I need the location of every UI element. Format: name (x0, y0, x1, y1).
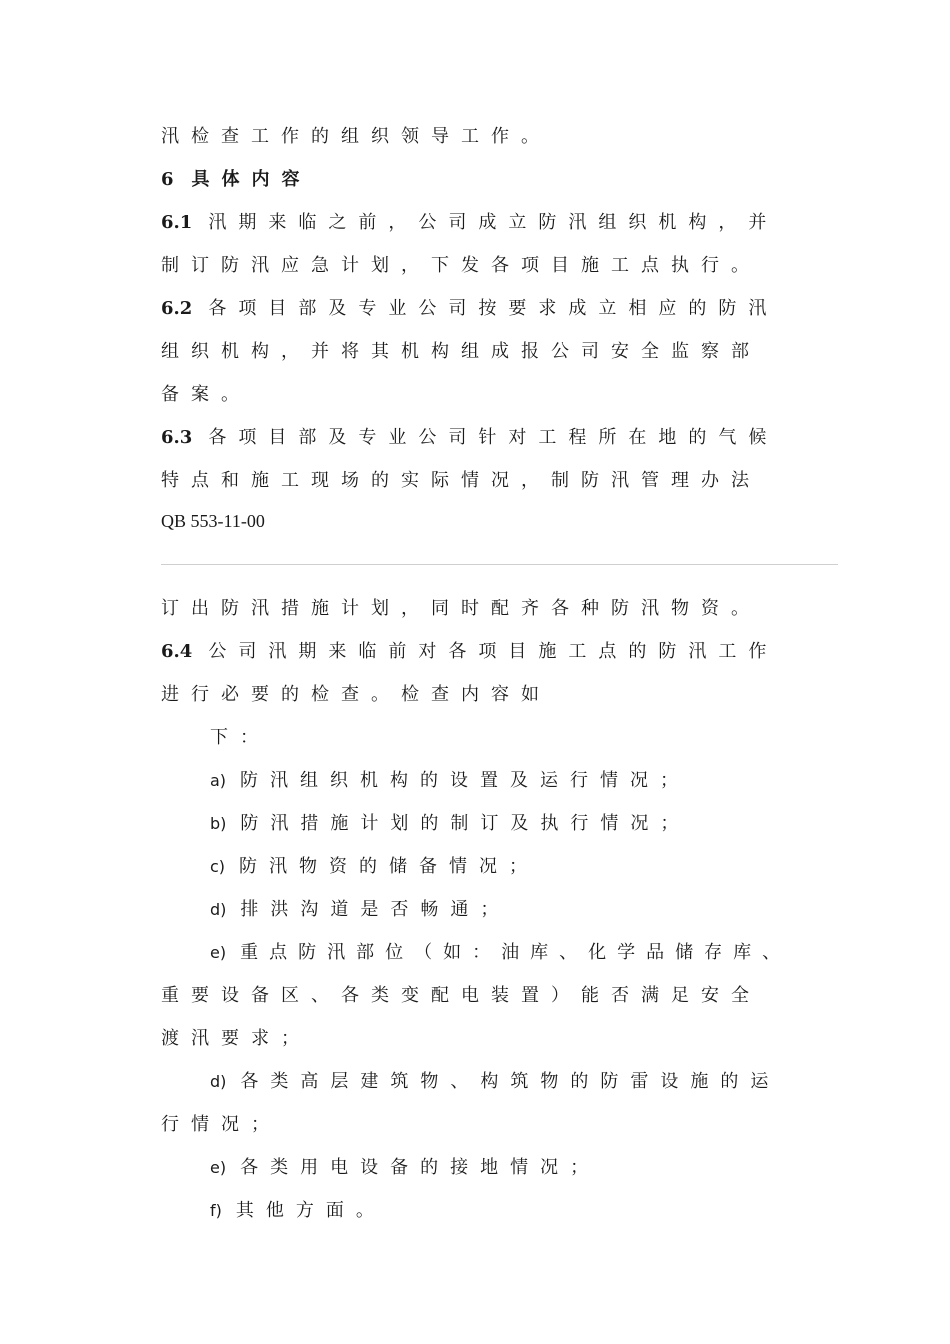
text-line: 订出防汛措施计划，同时配齐各种防汛物资。 (161, 598, 761, 619)
text-line: 渡汛要求； (161, 1028, 311, 1049)
list-item: b) 防汛措施计划的制订及执行情况； (210, 813, 691, 834)
text-line: 特点和施工现场的实际情况，制防汛管理办法 (161, 470, 761, 491)
text-line: 下： (210, 727, 270, 748)
list-item: d) 各类高层建筑物、构筑物的防雷设施的运 (210, 1071, 781, 1092)
section-heading: 6 具体内容 (161, 169, 312, 190)
document-code: QB 553-11-00 (161, 511, 265, 531)
text-line: 制订防汛应急计划，下发各项目施工点执行。 (161, 255, 761, 276)
list-item: e) 重点防汛部位（如：油库、化学品储存库、 (210, 942, 792, 963)
clause-6-3: 6.3 各项目部及专业公司针对工程所在地的气候 (161, 427, 779, 448)
page-divider (161, 564, 838, 565)
clause-6-4: 6.4 公司汛期来临前对各项目施工点的防汛工作 (161, 641, 779, 662)
text-line: 进行必要的检查。检查内容如 (161, 684, 551, 705)
list-item: f) 其他方面。 (210, 1200, 386, 1221)
clause-6-1: 6.1 汛期来临之前，公司成立防汛组织机构，并 (161, 212, 779, 233)
list-item: d) 排洪沟道是否畅通； (210, 899, 511, 920)
text-line: 行情况； (161, 1114, 281, 1135)
text-line: 汛检查工作的组织领导工作。 (161, 126, 551, 147)
list-item: e) 各类用电设备的接地情况； (210, 1157, 601, 1178)
text-line: 重要设备区、各类变配电装置）能否满足安全 (161, 985, 761, 1006)
text-line: 备案。 (161, 384, 251, 405)
text-line: 组织机构，并将其机构组成报公司安全监察部 (161, 341, 761, 362)
clause-6-2: 6.2 各项目部及专业公司按要求成立相应的防汛 (161, 298, 779, 319)
list-item: c) 防汛物资的储备情况； (210, 856, 540, 877)
list-item: a) 防汛组织机构的设置及运行情况； (210, 770, 691, 791)
